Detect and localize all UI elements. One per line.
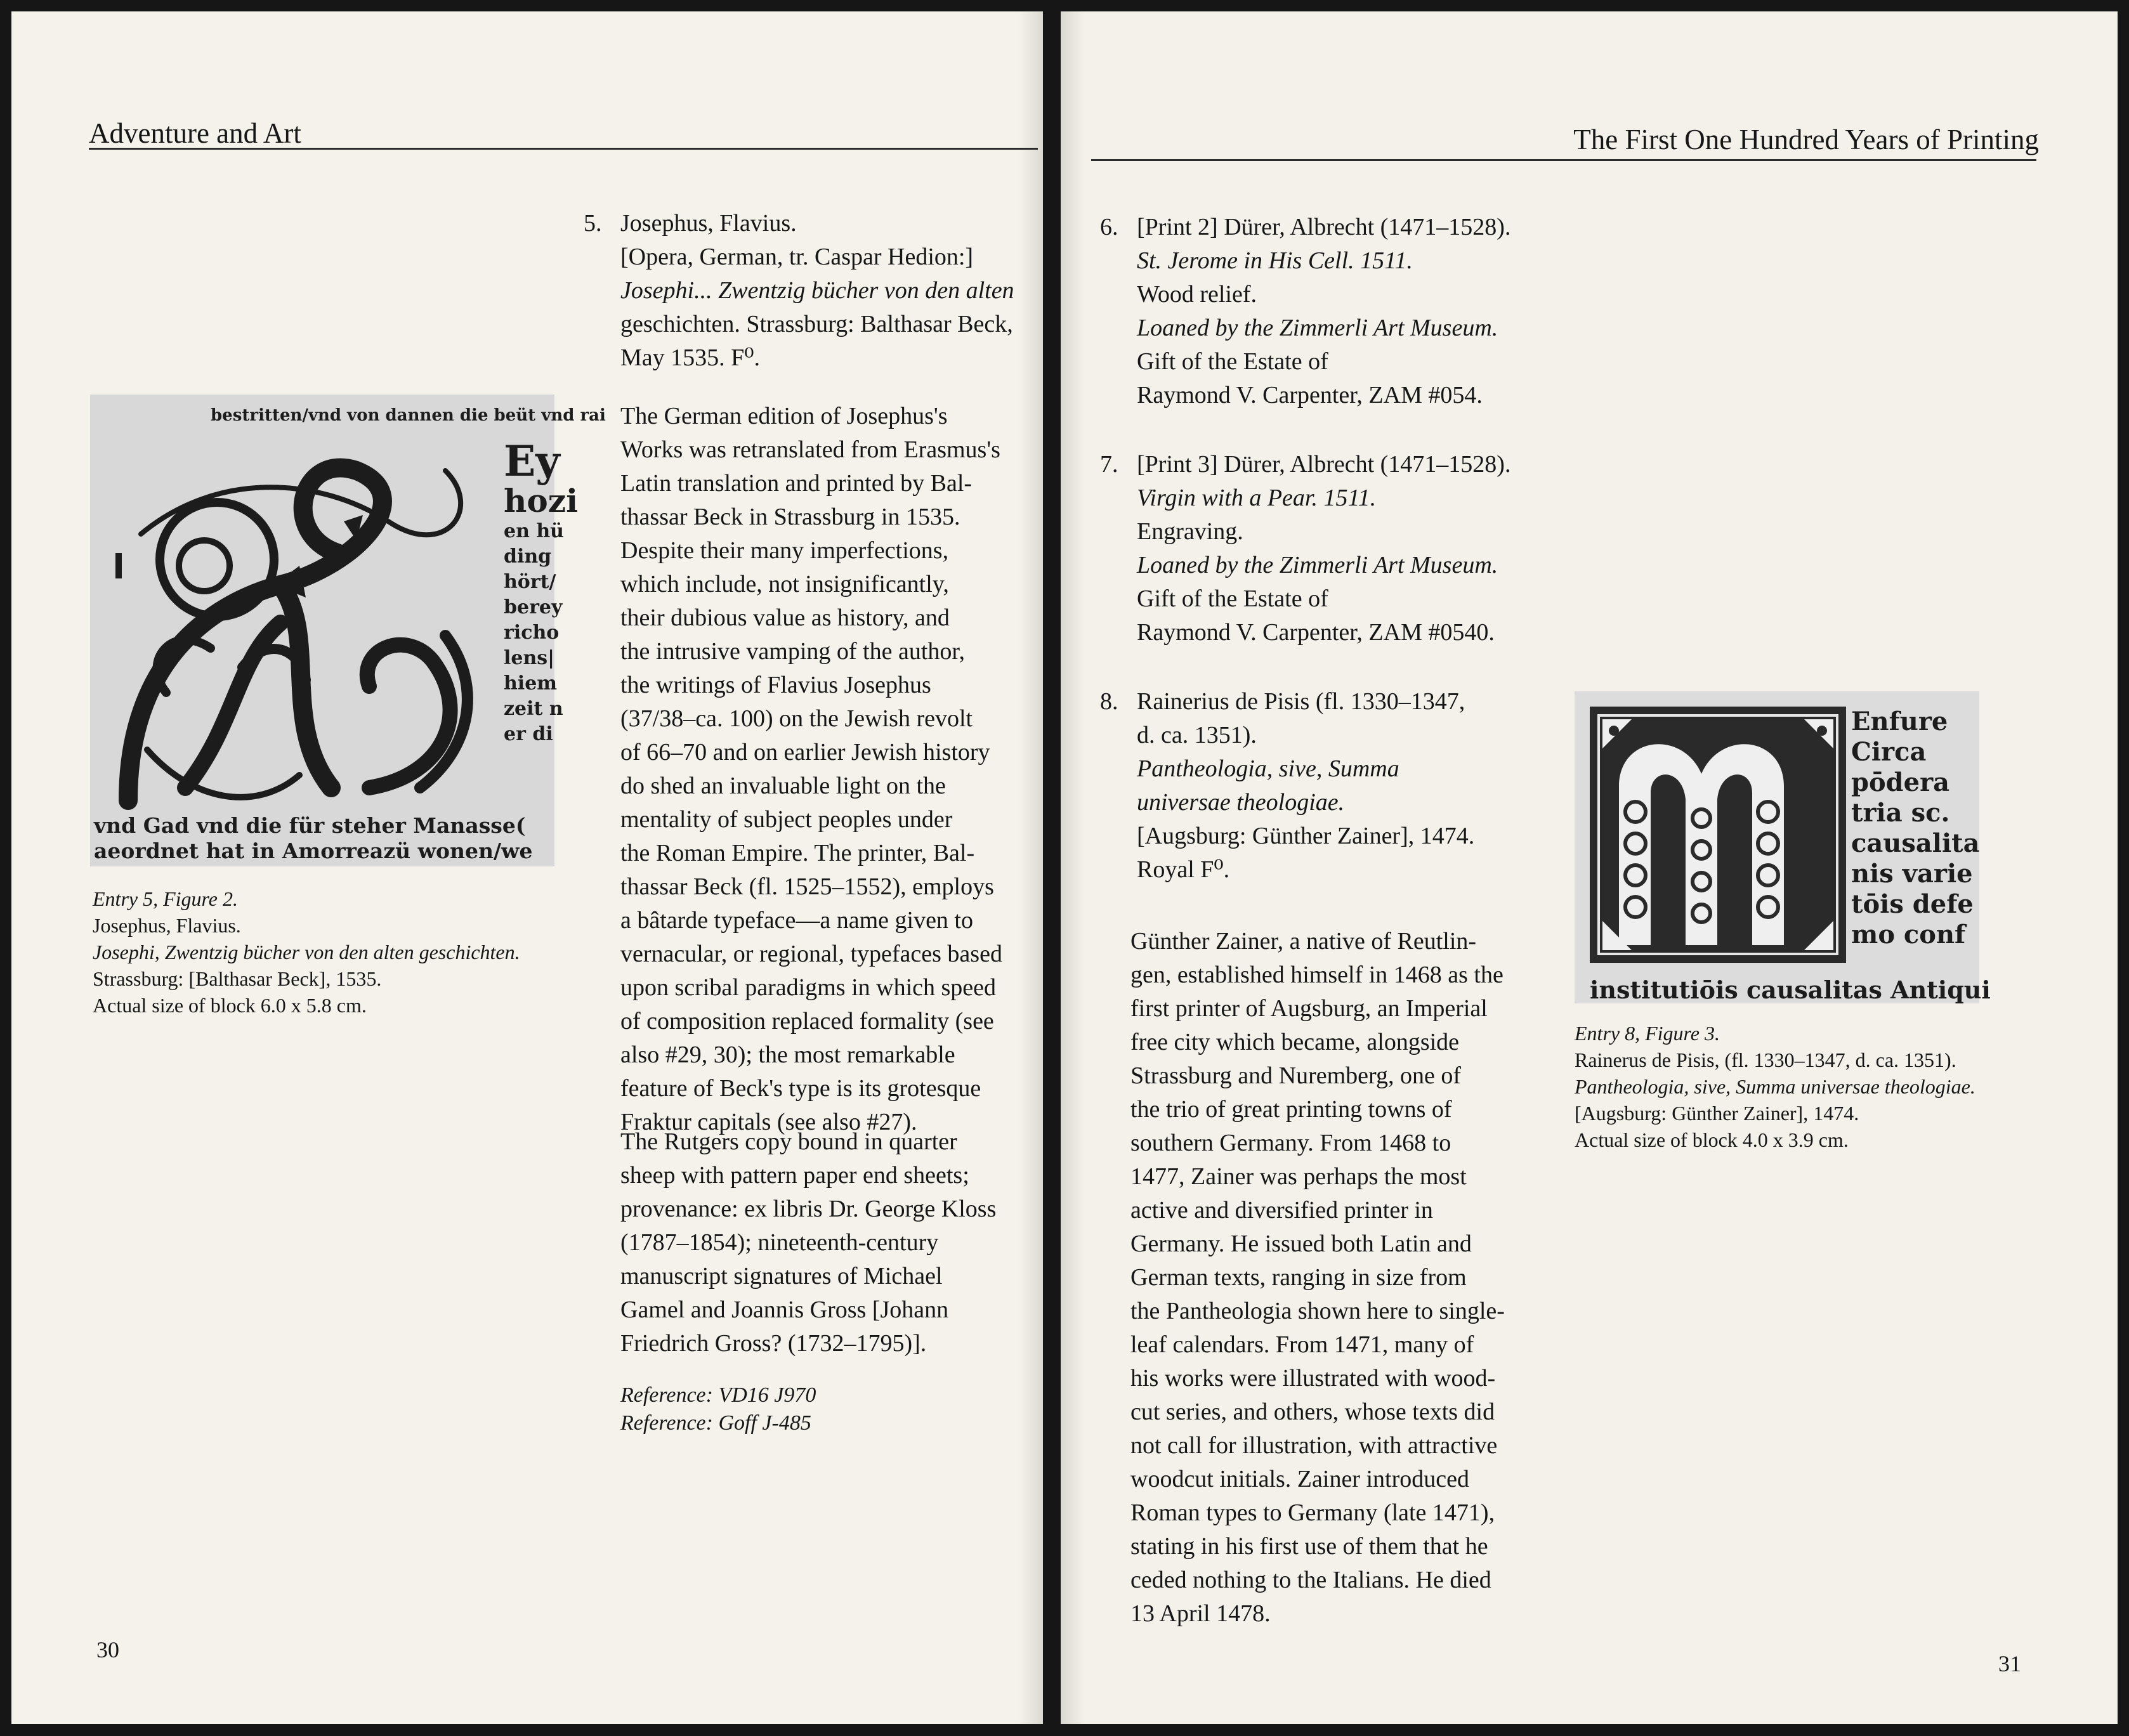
entry-number: 7. [1100, 451, 1118, 478]
body-line: of composition replaced formality (see [620, 1008, 994, 1034]
citation-line: Josephi... Zwentzig bücher von den alten [620, 277, 1014, 304]
entry-citation [1137, 685, 1474, 887]
body-line: the Roman Empire. The printer, Bal- [620, 840, 975, 866]
body-line: vernacular, or regional, typefaces based [620, 941, 1002, 967]
body-line: 1477, Zainer was perhaps the most [1130, 1163, 1467, 1190]
figure-line: er di [504, 723, 553, 745]
header-rule-right [1091, 159, 2036, 161]
figure-right-column [1851, 707, 1979, 950]
figure-caption-right [1575, 1020, 2082, 1153]
entry-citation [620, 207, 1014, 375]
citation-line: geschichten. Strassburg: Balthasar Beck, [620, 311, 1013, 337]
body-line: German texts, ranging in size from [1130, 1264, 1467, 1291]
body-line: (1787–1854); nineteenth-century [620, 1229, 939, 1256]
figure-line: berey [504, 596, 563, 618]
entry-number: 6. [1100, 214, 1118, 240]
body-line: thassar Beck (fl. 1525–1552), employs [620, 873, 994, 900]
page-number-right: 31 [1998, 1651, 2021, 1676]
body-line: mentality of subject peoples under [620, 806, 953, 833]
body-line: Roman types to Germany (late 1471), [1130, 1499, 1495, 1526]
body-line: of 66–70 and on earlier Jewish history [620, 739, 990, 766]
caption-label: Entry 8, Figure 3. [1575, 1022, 1720, 1045]
body-line: gen, established himself in 1468 as the [1130, 962, 1503, 988]
figure-line: Ey [504, 436, 560, 486]
figure-top-text: bestritten/vnd von dannen die beüt vnd rai [211, 406, 606, 425]
figure-line: lens| [504, 647, 555, 669]
citation-line: d. ca. 1351). [1137, 722, 1257, 748]
figure-line: causalita [1851, 828, 1980, 858]
figure-line: Enfure [1851, 707, 1948, 736]
body-line: also #29, 30); the most remarkable [620, 1041, 955, 1068]
page-number-left: 30 [96, 1637, 119, 1662]
figure-line: en hü [504, 520, 564, 542]
citation-line: [Print 2] Dürer, Albrecht (1471–1528). [1137, 214, 1511, 240]
figure-line: hiem [504, 672, 558, 695]
body-line: cut series, and others, whose texts did [1130, 1399, 1495, 1425]
citation-line: Gift of the Estate of [1137, 348, 1328, 375]
body-line: which include, not insignificantly, [620, 571, 949, 597]
citation-line: Pantheologia, sive, Summa [1137, 755, 1399, 782]
body-line: southern Germany. From 1468 to [1130, 1130, 1451, 1156]
citation-line: Royal F⁰. [1137, 856, 1230, 883]
citation-line: Loaned by the Zimmerli Art Museum. [1137, 315, 1498, 341]
figure-line: richo [504, 622, 560, 644]
body-line: his works were illustrated with wood- [1130, 1365, 1496, 1392]
entry-citation [1137, 211, 1510, 412]
citation-line: Engraving. [1137, 518, 1243, 545]
figure-bottom-line: aeordnet hat in Amorreazü wonen/we [94, 839, 533, 863]
running-head-left: Adventure and Art [89, 117, 301, 149]
body-line: feature of Beck's type is its grotesque [620, 1075, 981, 1102]
body-line: a bâtarde typeface—a name given to [620, 907, 973, 934]
woodcut-figure-pantheologia [1575, 691, 1991, 1004]
citation-line: [Print 3] Dürer, Albrecht (1471–1528). [1137, 451, 1511, 478]
figure-line: pōdera [1851, 767, 1950, 797]
body-line: Friedrich Gross? (1732–1795)]. [620, 1330, 927, 1357]
left-page [11, 11, 1043, 1724]
citation-line: [Opera, German, tr. Caspar Hedion:] [620, 244, 974, 270]
right-page [1061, 11, 2118, 1724]
body-line: sheep with pattern paper end sheets; [620, 1162, 969, 1189]
body-line: leaf calendars. From 1471, many of [1130, 1331, 1474, 1358]
body-line: Germany. He issued both Latin and [1130, 1230, 1472, 1257]
citation-line: Virgin with a Pear. 1511. [1137, 485, 1377, 511]
body-line: Latin translation and printed by Bal- [620, 470, 973, 497]
citation-line: Rainerius de Pisis (fl. 1330–1347, [1137, 688, 1465, 715]
figure-line: zeit n [504, 698, 563, 720]
body-line: thassar Beck in Strassburg in 1535. [620, 504, 960, 530]
figure-line: hozi [504, 482, 579, 519]
figure-line: tria sc. [1851, 798, 1950, 828]
body-line: Günther Zainer, a native of Reutlin- [1130, 928, 1477, 955]
entry-5-paragraph-2 [620, 1125, 1040, 1361]
body-line: the intrusive vamping of the author, [620, 638, 966, 665]
citation-line: Raymond V. Carpenter, ZAM #0540. [1137, 619, 1495, 646]
body-line: Strassburg and Nuremberg, one of [1130, 1062, 1461, 1089]
body-line: (37/38–ca. 100) on the Jewish revolt [620, 705, 973, 732]
body-line: Works was retranslated from Erasmus's [620, 436, 1000, 463]
body-line: free city which became, alongside [1130, 1029, 1460, 1055]
citation-line: St. Jerome in His Cell. 1511. [1137, 247, 1413, 274]
figure-bottom-lines [94, 813, 532, 864]
figure-line: tōis defe [1851, 889, 1974, 919]
body-line: ceded nothing to the Italians. He died [1130, 1567, 1491, 1593]
figure-line: Circa [1851, 737, 1927, 767]
body-line: manuscript signatures of Michael [620, 1263, 943, 1289]
figure-bottom-line: institutiōis causalitas Antiqui [1590, 976, 1991, 1004]
citation-line: Josephus, Flavius. [620, 210, 797, 237]
running-head-right: The First One Hundred Years of Printing [1573, 124, 2039, 155]
citation-line: universae theologiae. [1137, 789, 1345, 816]
body-line: Despite their many imperfections, [620, 537, 949, 564]
citation-line: Wood relief. [1137, 281, 1257, 308]
body-line: 13 April 1478. [1130, 1600, 1271, 1627]
caption-size: Actual size of block 6.0 x 5.8 cm. [93, 994, 367, 1017]
caption-author: Josephus, Flavius. [93, 914, 241, 937]
body-line: active and diversified printer in [1130, 1197, 1433, 1224]
entry-number: 5. [584, 210, 602, 237]
figure-line: nis varie [1851, 859, 1973, 889]
body-line: not call for illustration, with attractive [1130, 1432, 1498, 1459]
figure-bottom-line: vnd Gad vnd die für steher Manasse( [94, 813, 526, 838]
body-line: their dubious value as history, and [620, 604, 950, 631]
figure-caption-left [93, 885, 575, 1019]
caption-size: Actual size of block 4.0 x 3.9 cm. [1575, 1128, 1849, 1151]
body-line: stating in his first use of them that he [1130, 1533, 1488, 1560]
body-line: the writings of Flavius Josephus [620, 672, 931, 698]
body-line: the trio of great printing towns of [1130, 1096, 1452, 1123]
figure-line: mo conf [1851, 920, 1966, 950]
entry-5-references [620, 1381, 1040, 1437]
caption-label: Entry 5, Figure 2. [93, 887, 238, 910]
caption-author: Rainerus de Pisis, (fl. 1330–1347, d. ca. 1351). [1575, 1048, 1956, 1071]
entry-number: 8. [1100, 688, 1118, 715]
entry-citation [1137, 448, 1510, 649]
figure-right-column [504, 436, 579, 747]
header-rule-left [89, 148, 1038, 150]
body-line: Gamel and Joannis Gross [Johann [620, 1296, 949, 1323]
body-line: woodcut initials. Zainer introduced [1130, 1466, 1469, 1492]
entry-5-paragraph-1 [620, 400, 1040, 1139]
caption-title: Josephi, Zwentzig bücher von den alten geschichten. [93, 941, 520, 963]
body-line: upon scribal paradigms in which speed [620, 974, 997, 1001]
citation-line: Loaned by the Zimmerli Art Museum. [1137, 552, 1498, 578]
citation-line: Raymond V. Carpenter, ZAM #054. [1137, 382, 1483, 408]
body-line: The Rutgers copy bound in quarter [620, 1128, 957, 1155]
body-line: do shed an invaluable light on the [620, 773, 946, 799]
citation-line: Gift of the Estate of [1137, 585, 1328, 612]
fraktur-initial-illustration [90, 395, 579, 866]
caption-imprint: [Augsburg: Günther Zainer], 1474. [1575, 1102, 1859, 1125]
figure-line: hört/ [504, 571, 556, 593]
caption-title: Pantheologia, sive, Summa universae theologiae. [1575, 1075, 1975, 1098]
citation-line: [Augsburg: Günther Zainer], 1474. [1137, 823, 1475, 849]
entry-8-paragraph [1130, 925, 1575, 1631]
citation-line: May 1535. F⁰. [620, 344, 761, 371]
caption-imprint: Strassburg: [Balthasar Beck], 1535. [93, 967, 382, 990]
body-line: The German edition of Josephus's [620, 403, 948, 429]
gutter-shadow [1061, 11, 1085, 1724]
body-line: Fraktur capitals (see also #27). [620, 1109, 917, 1135]
reference-line: Reference: VD16 J970 [620, 1383, 816, 1407]
body-line: provenance: ex libris Dr. George Kloss [620, 1196, 997, 1222]
woodcut-figure-josephus [90, 395, 606, 866]
reference-line: Reference: Goff J-485 [620, 1411, 811, 1435]
body-line: the Pantheologia shown here to single- [1130, 1298, 1505, 1324]
body-line: first printer of Augsburg, an Imperial [1130, 995, 1488, 1022]
figure-line: ding [504, 545, 552, 568]
